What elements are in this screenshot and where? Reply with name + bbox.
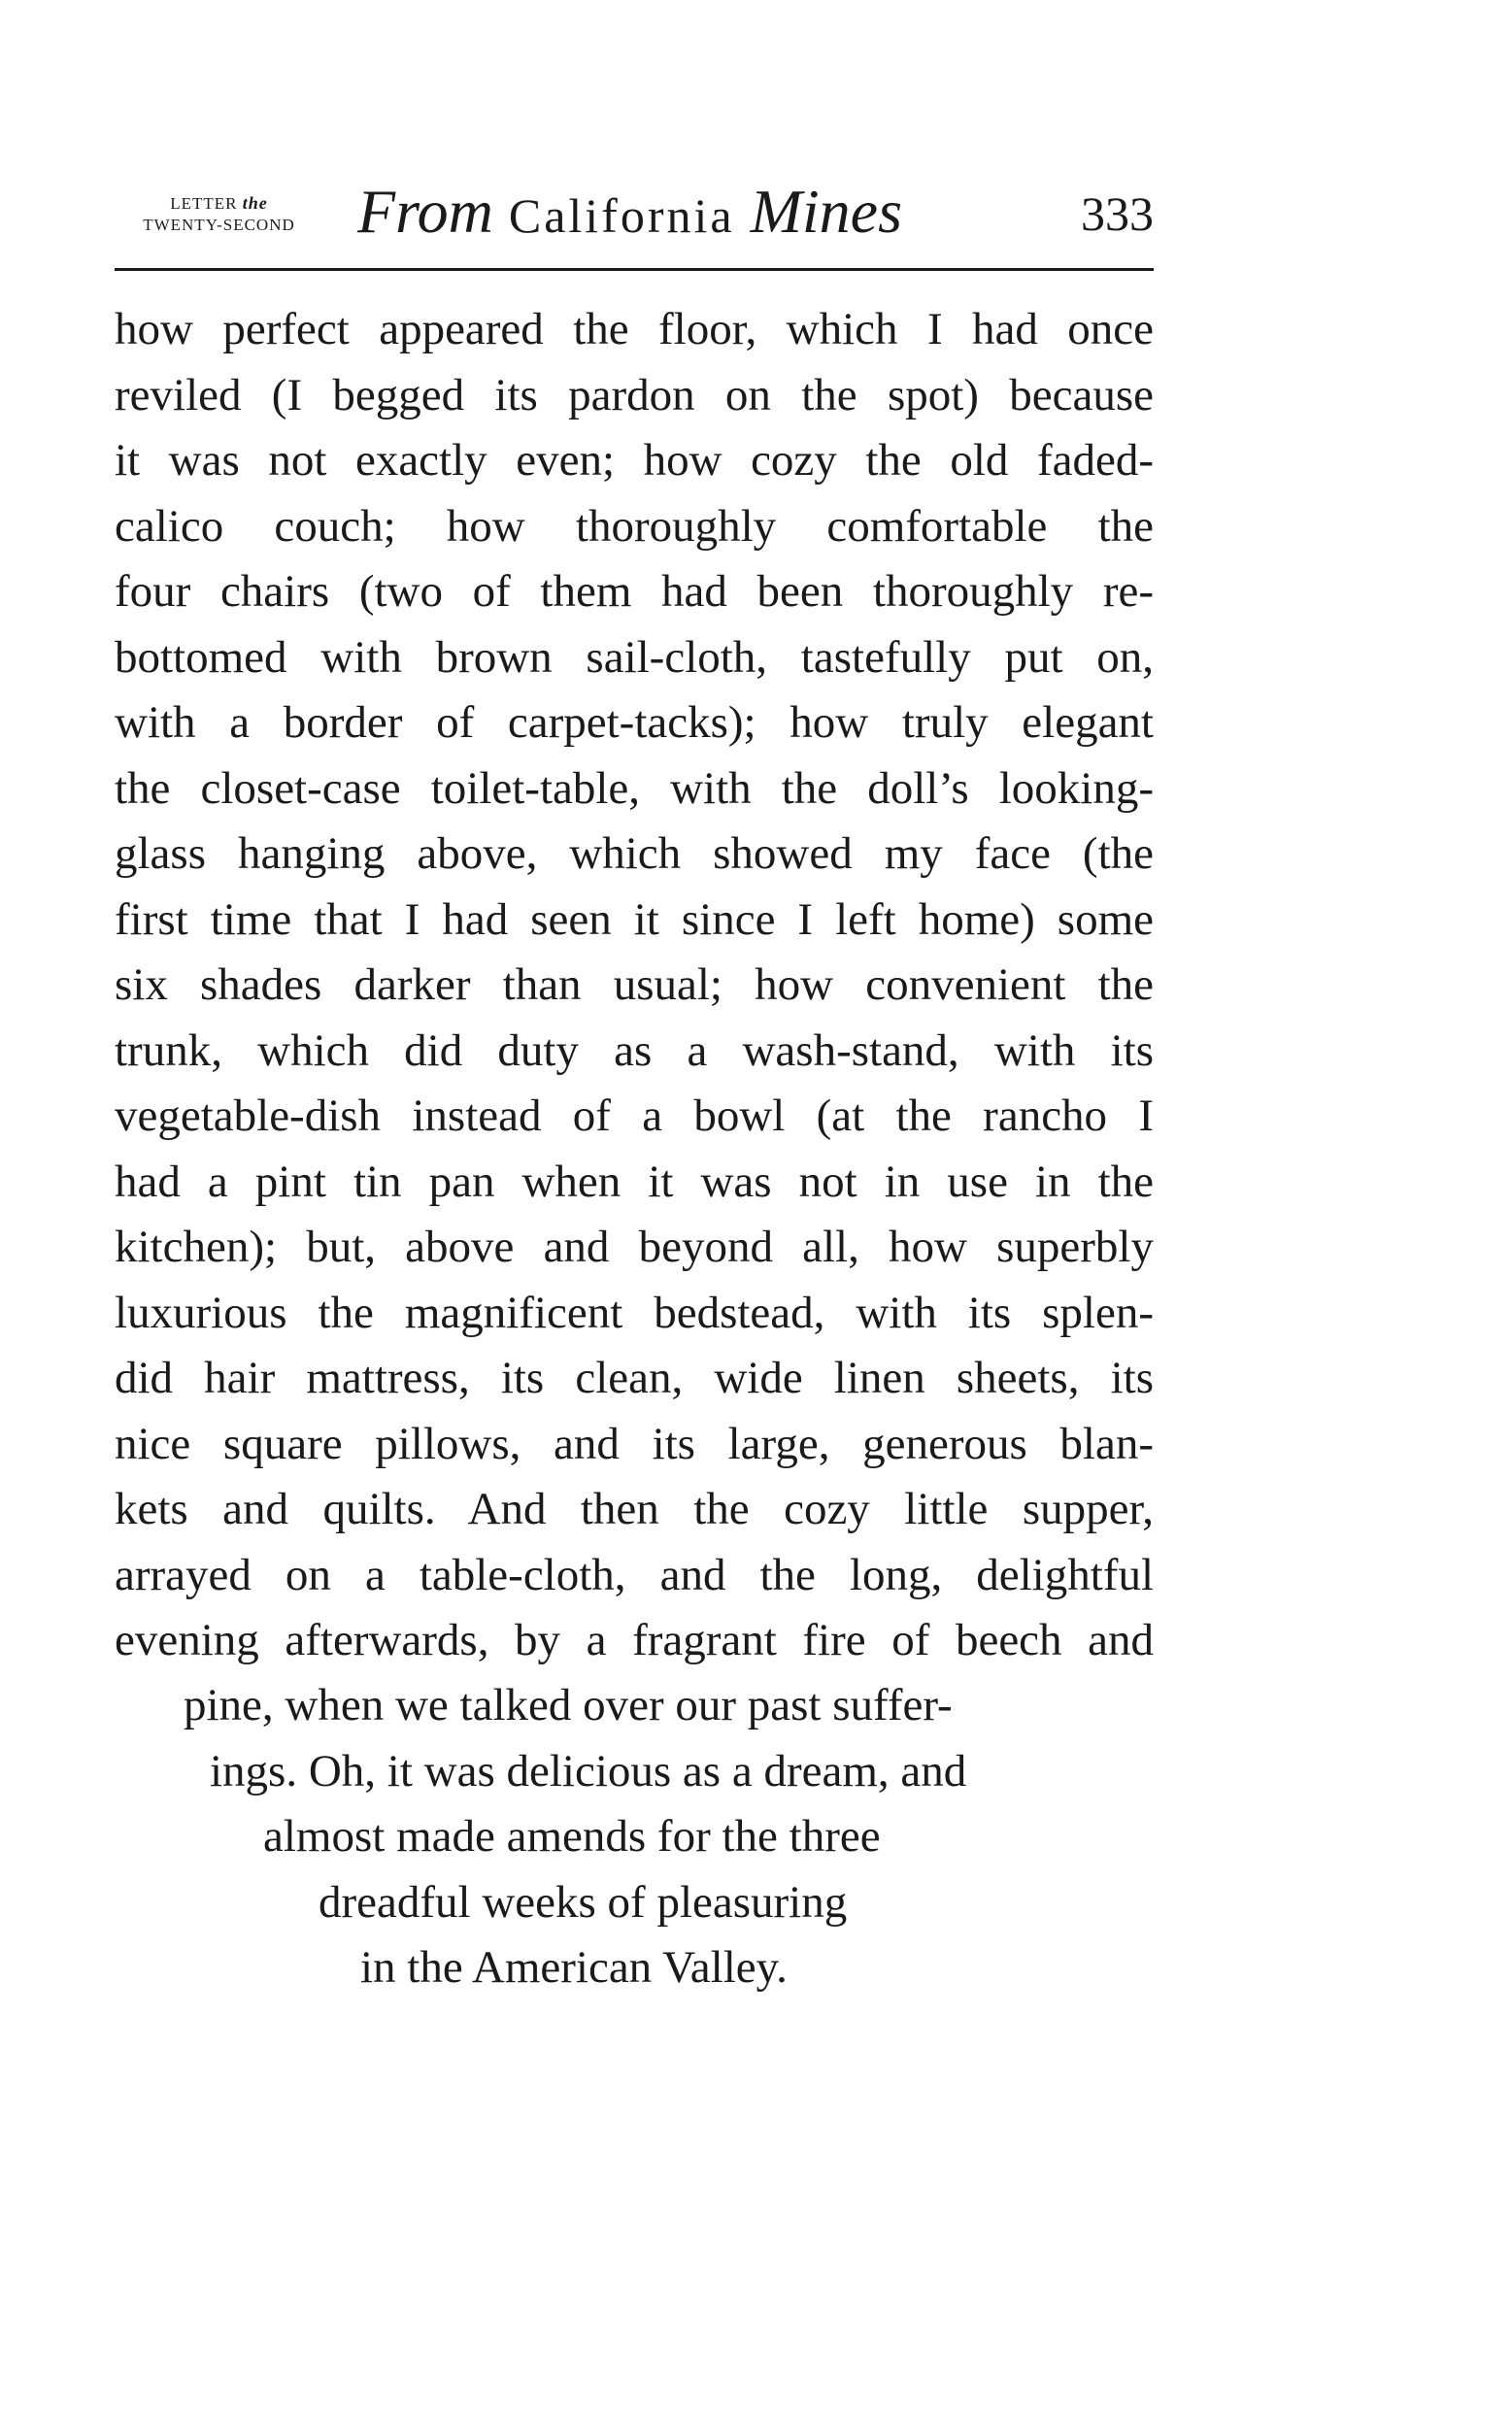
page-number: 333: [1081, 186, 1154, 241]
text-line: did hair mattress, its clean, wide linen sheets, its: [115, 1353, 1154, 1403]
text-line: calico couch; how thoroughly comfortable the: [115, 500, 1154, 552]
tail-line: ings. Oh, it was delicious as a dream, and: [210, 1745, 967, 1797]
header-title-mines: Mines: [750, 177, 902, 246]
text-line: kets and quilts. And then the cozy little supper,: [115, 1484, 1154, 1534]
text-line: had a pint tin pan when it was not in use in the: [115, 1156, 1154, 1207]
text-line: reviled (I begged its pardon on the spot) because: [115, 369, 1154, 420]
text-line: how perfect appeared the floor, which I had once: [115, 304, 1154, 354]
text-line: the closet-case toilet-table, with the doll’s looking-: [115, 762, 1154, 814]
text-line: vegetable-dish instead of a bowl (at the rancho I: [115, 1091, 1154, 1141]
text-line: trunk, which did duty as a wash-stand, with its: [115, 1024, 1154, 1076]
text-line: four chairs (two of them had been thoroughly re-: [115, 566, 1154, 617]
text-line: kitchen); but, above and beyond all, how superbly: [115, 1222, 1154, 1272]
text-line: with a border of carpet-tacks); how truly elegant: [115, 697, 1154, 748]
text-line: arrayed on a table-cloth, and the long, delightful: [115, 1549, 1154, 1600]
text-line: nice square pillows, and its large, generous blan-: [115, 1418, 1154, 1469]
header-title-california: California: [508, 188, 735, 243]
header-title-from: From: [357, 177, 493, 246]
tailpiece-paragraph: [115, 1673, 1154, 2001]
header-title: [357, 173, 902, 254]
letter-label-number: TWENTY-SECOND: [143, 216, 295, 234]
tail-line: almost made amends for the three: [263, 1811, 881, 1862]
header-rule: [115, 268, 1154, 271]
running-header: [115, 173, 1154, 270]
text-line: glass hanging above, which showed my face (the: [115, 828, 1154, 879]
body-paragraph: [115, 297, 1154, 1674]
tail-line: in the American Valley.: [360, 1942, 788, 1993]
letter-label: [115, 192, 323, 236]
text-line: evening afterwards, by a fragrant fire of beech and: [115, 1615, 1154, 1665]
text-line: six shades darker than usual; how convenient the: [115, 959, 1154, 1010]
letter-label-word: LETTER: [170, 194, 238, 213]
text-line: bottomed with brown sail-cloth, tastefully put on,: [115, 631, 1154, 683]
text-line: first time that I had seen it since I left home) some: [115, 893, 1154, 945]
text-line: it was not exactly even; how cozy the old faded-: [115, 435, 1154, 486]
tail-line: pine, when we talked over our past suffer-: [184, 1680, 953, 1730]
tail-line: dreadful weeks of pleasuring: [319, 1876, 848, 1928]
text-line: luxurious the magnificent bedstead, with its splen-: [115, 1287, 1154, 1338]
letter-label-the: the: [242, 193, 268, 213]
